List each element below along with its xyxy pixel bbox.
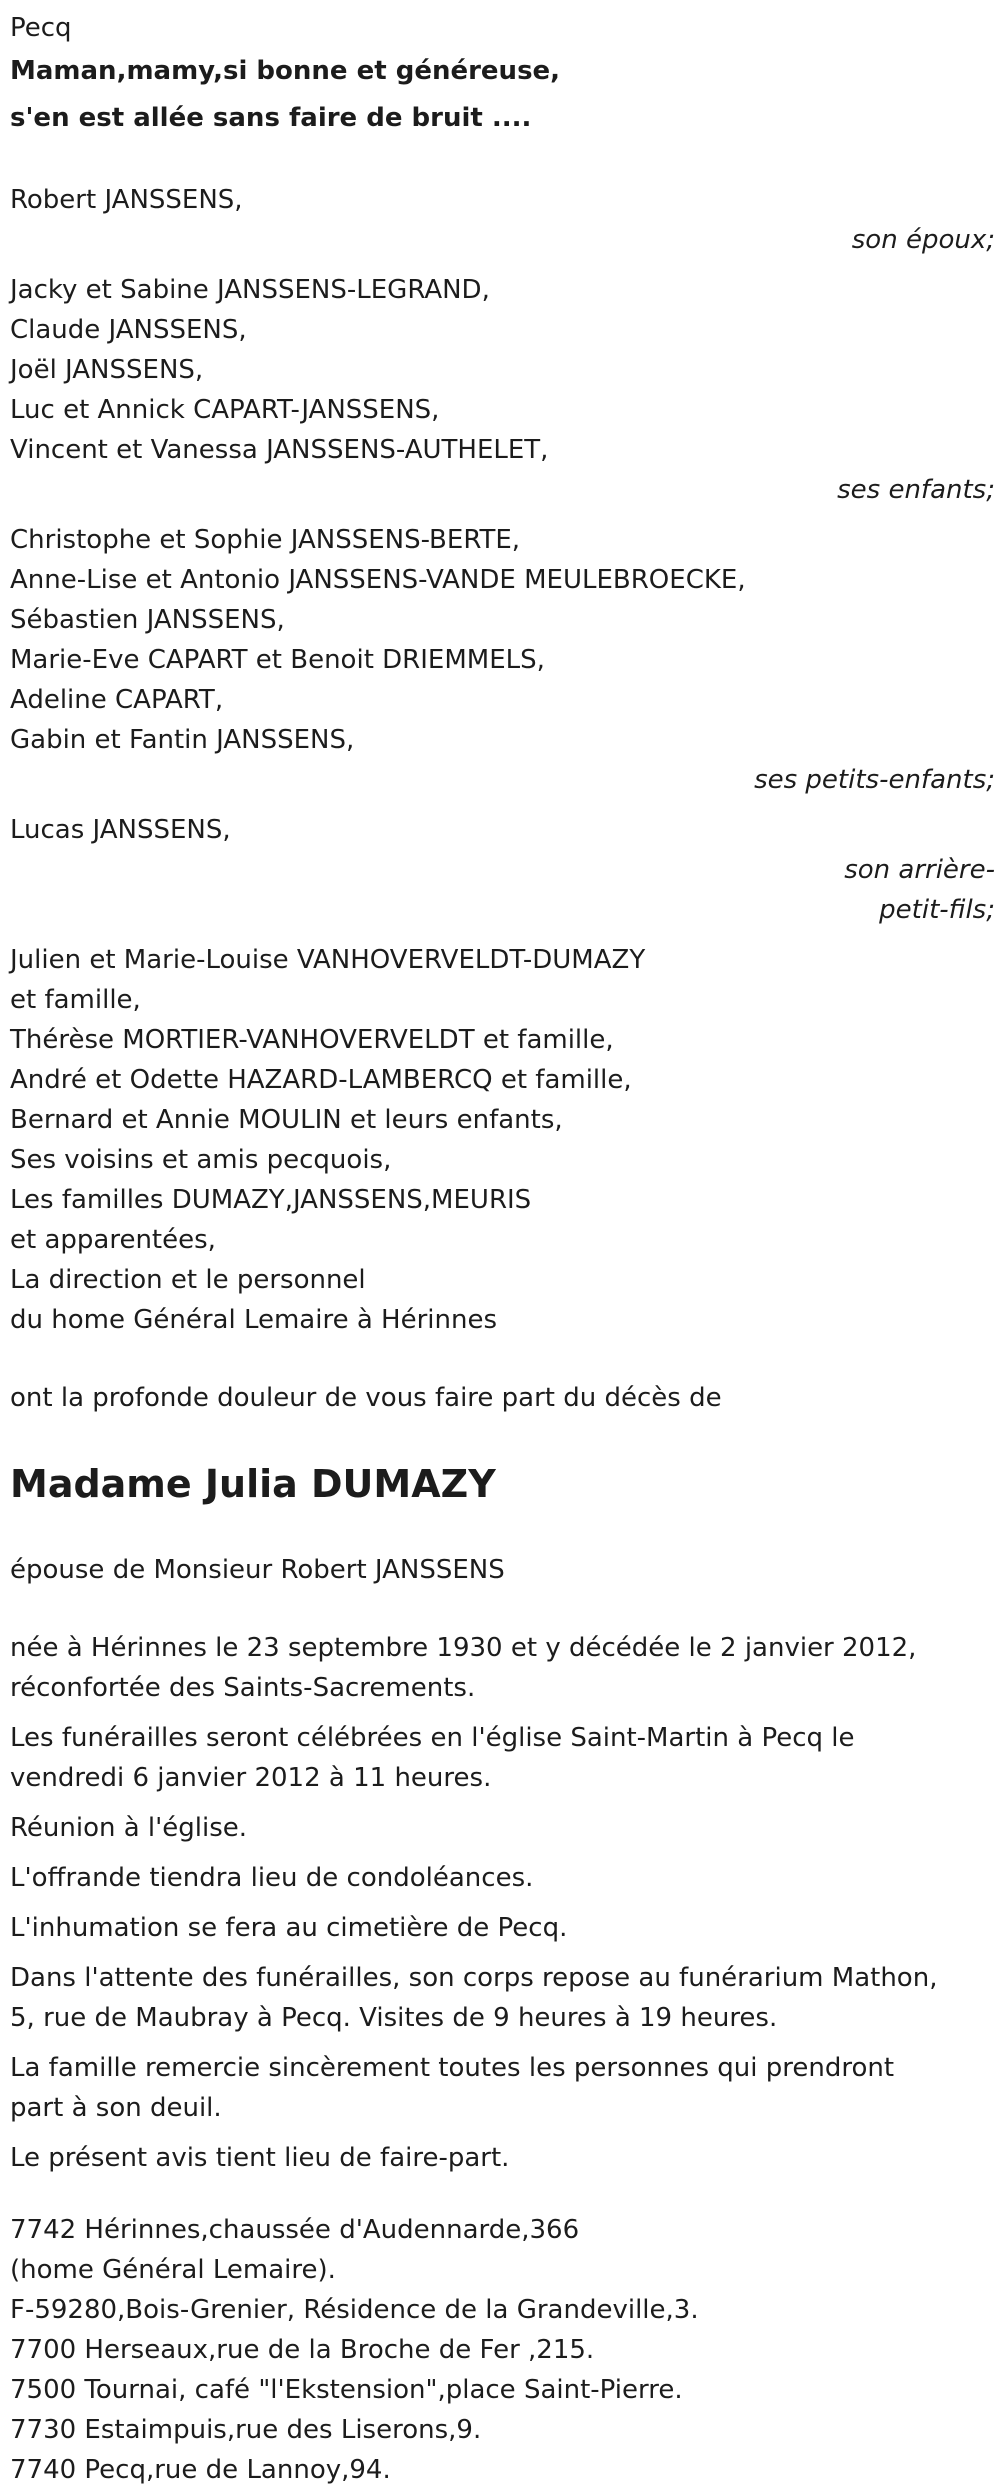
family-name: Christophe et Sophie JANSSENS-BERTE, (10, 525, 521, 555)
children-section (10, 270, 995, 510)
subtitle-line-1: Maman,mamy,si bonne et généreuse, (10, 56, 561, 86)
great-grandchildren-section (10, 810, 995, 930)
spouse-of-text: épouse de Monsieur Robert JANSSENS (10, 1555, 505, 1585)
relative-line: et apparentées, (10, 1225, 216, 1255)
relative-line: Ses voisins et amis pecquois, (10, 1145, 392, 1175)
birth-death-paragraph (10, 1628, 995, 1708)
rest-line-1: Dans l'attente des funérailles, son corps repose au funérarium Mathon, (10, 1963, 938, 1993)
birth-death-line-2: réconfortée des Saints-Sacrements. (10, 1673, 476, 1703)
birth-death-line-1: née à Hérinnes le 23 septembre 1930 et y décédée le 2 janvier 2012, (10, 1633, 917, 1663)
thanks-paragraph (10, 2048, 995, 2128)
place-name: Pecq (10, 13, 72, 43)
family-name: Marie-Eve CAPART et Benoit DRIEMMELS, (10, 645, 545, 675)
family-name: Luc et Annick CAPART-JANSSENS, (10, 395, 440, 425)
family-name: Adeline CAPART, (10, 685, 224, 715)
address-line: 7742 Hérinnes,chaussée d'Audennarde,366 (10, 2215, 580, 2245)
notice-text: Le présent avis tient lieu de faire-part. (10, 2143, 510, 2173)
role-label-children: ses enfants; (837, 475, 995, 505)
family-name: Robert JANSSENS, (10, 185, 243, 215)
relative-line: La direction et le personnel (10, 1265, 366, 1295)
family-name: Gabin et Fantin JANSSENS, (10, 725, 355, 755)
relative-line: Thérèse MORTIER-VANHOVERVELDT et famille, (10, 1025, 614, 1055)
relative-line: Bernard et Annie MOULIN et leurs enfants, (10, 1105, 563, 1135)
address-line: 7730 Estaimpuis,rue des Liserons,9. (10, 2415, 482, 2445)
addresses-section (10, 2210, 995, 2490)
other-relatives-section (10, 940, 995, 1340)
thanks-line-1: La famille remercie sincèrement toutes les personnes qui prendront (10, 2053, 895, 2083)
spouse-section (10, 180, 995, 260)
relative-line: André et Odette HAZARD-LAMBERCQ et famille, (10, 1065, 632, 1095)
address-line: 7500 Tournai, café "l'Ekstension",place Saint-Pierre. (10, 2375, 683, 2405)
family-name: Anne-Lise et Antonio JANSSENS-VANDE MEULEBROECKE, (10, 565, 746, 595)
family-name: Vincent et Vanessa JANSSENS-AUTHELET, (10, 435, 549, 465)
role-label-spouse: son époux; (851, 225, 995, 255)
rest-paragraph (10, 1958, 995, 2038)
subtitle-line-2: s'en est allée sans faire de bruit .... (10, 103, 532, 133)
meeting-paragraph (10, 1808, 995, 1848)
address-line: F-59280,Bois-Grenier, Résidence de la Grandeville,3. (10, 2295, 699, 2325)
family-name: Jacky et Sabine JANSSENS-LEGRAND, (10, 275, 490, 305)
family-name: Joël JANSSENS, (10, 355, 204, 385)
role-label-great-grandchildren-2: petit-fils; (879, 895, 995, 925)
family-name: Sébastien JANSSENS, (10, 605, 285, 635)
funeral-paragraph (10, 1718, 995, 1798)
role-label-great-grandchildren-1: son arrière- (844, 855, 995, 885)
meeting-text: Réunion à l'église. (10, 1813, 248, 1843)
address-line: 7700 Herseaux,rue de la Broche de Fer ,215. (10, 2335, 595, 2365)
burial-text: L'inhumation se fera au cimetière de Pecq. (10, 1913, 568, 1943)
relative-line: Les familles DUMAZY,JANSSENS,MEURIS (10, 1185, 532, 1215)
address-line: (home Général Lemaire). (10, 2255, 336, 2285)
family-name: Lucas JANSSENS, (10, 815, 231, 845)
family-name: Claude JANSSENS, (10, 315, 247, 345)
deceased-name: Madame Julia DUMAZY (10, 1462, 496, 1506)
funeral-line-2: vendredi 6 janvier 2012 à 11 heures. (10, 1763, 492, 1793)
relative-line: et famille, (10, 985, 141, 1015)
offering-paragraph (10, 1858, 995, 1898)
funeral-line-1: Les funérailles seront célébrées en l'église Saint-Martin à Pecq le (10, 1723, 855, 1753)
address-line: 7740 Pecq,rue de Lannoy,94. (10, 2455, 391, 2485)
announcement-text: ont la profonde douleur de vous faire part du décès de (10, 1383, 722, 1413)
grandchildren-section (10, 520, 995, 800)
burial-paragraph (10, 1908, 995, 1948)
thanks-line-2: part à son deuil. (10, 2093, 222, 2123)
notice-paragraph (10, 2138, 995, 2178)
relative-line: du home Général Lemaire à Hérinnes (10, 1305, 497, 1335)
role-label-grandchildren: ses petits-enfants; (754, 765, 995, 795)
offering-text: L'offrande tiendra lieu de condoléances. (10, 1863, 534, 1893)
obituary-notice (10, 8, 995, 2490)
rest-line-2: 5, rue de Maubray à Pecq. Visites de 9 heures à 19 heures. (10, 2003, 778, 2033)
relative-line: Julien et Marie-Louise VANHOVERVELDT-DUMAZY (10, 945, 646, 975)
